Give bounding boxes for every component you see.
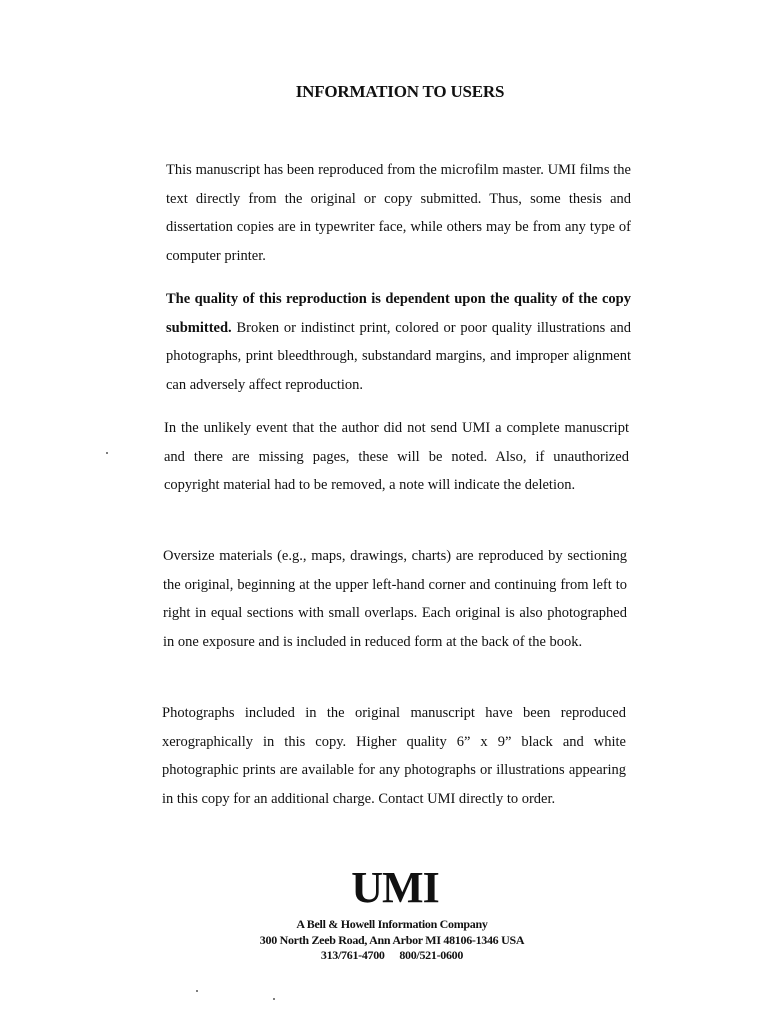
paragraph-oversize-materials: Oversize materials (e.g., maps, drawings, charts) are reproduced by sectioning the original, beginning at the upper left-hand corner and continuing from left to right in equal sections with small overlaps. Each original is also photographed in one exposure and is included in reduced form at the back of the book. xyxy=(163,548,627,650)
quality-statement-bold: The quality of this reproduction is dependent upon the quality of the copy submitted. xyxy=(166,291,631,336)
company-address: 300 North Zeeb Road, Ann Arbor MI 48106-1346 USA xyxy=(259,933,525,947)
paragraph-missing-pages: In the unlikely event that the author did not send UMI a complete manuscript and there are missing pages, these will be noted. Also, if unauthorized copyright material had to be removed, a note will indicate the deletion. xyxy=(164,420,629,493)
umi-logo: UMI xyxy=(351,863,439,912)
paragraph-quality-notice xyxy=(166,285,631,399)
quality-statement-rest: Broken or indistinct print, colored or poor quality illustrations and photographs, print bleedthrough, substandard margins, and improper alignment can adversely affect reproduction. xyxy=(166,319,631,393)
paragraph-microfilm-notice: This manuscript has been reproduced from the microfilm master. UMI films the text directly from the original or copy submitted. Thus, some thesis and dissertation copies are in typewriter face, while others may be from any type of computer printer. xyxy=(166,162,631,264)
company-name: A Bell & Howell Information Company xyxy=(296,917,488,931)
scan-speck xyxy=(106,452,108,454)
scan-speck xyxy=(196,990,198,992)
page-title: INFORMATION TO USERS xyxy=(295,82,505,101)
paragraph-photographs: Photographs included in the original manuscript have been reproduced xerographically in this copy. Higher quality 6” x 9” black and white photographic prints are available for any photographs or illustrations appearing in this copy for an additional charge. Contact UMI directly to order. xyxy=(162,705,626,807)
scan-speck xyxy=(273,998,275,1000)
company-phones: 313/761-4700 800/521-0600 xyxy=(320,948,464,962)
